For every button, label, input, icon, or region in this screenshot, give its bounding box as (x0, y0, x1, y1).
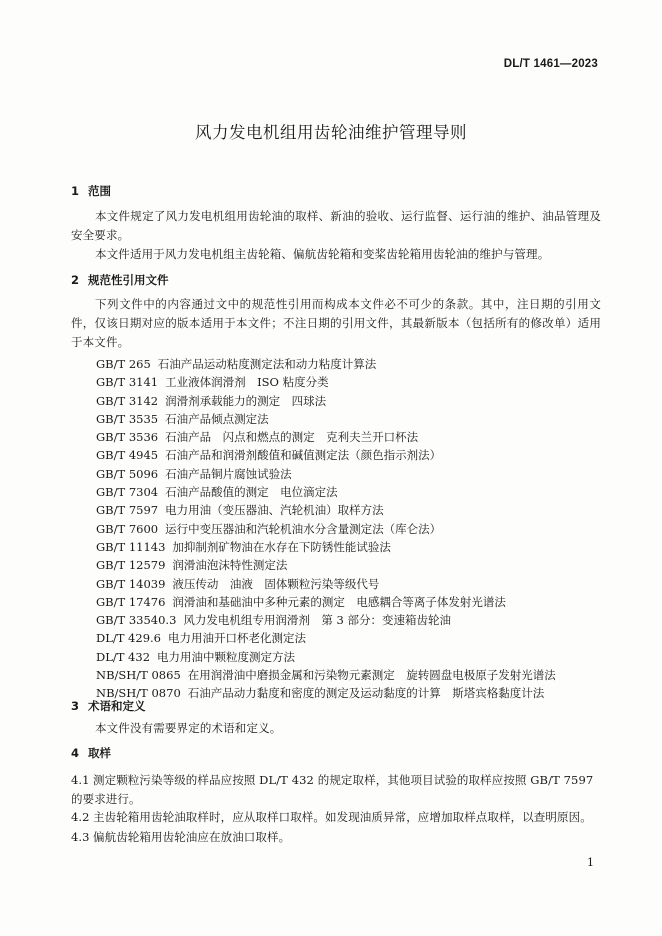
reference-item (96, 593, 556, 611)
reference-code: GB/T 5096 (96, 466, 159, 481)
section-title: 取样 (88, 746, 111, 760)
section-number: 3 (71, 699, 80, 713)
reference-code: GB/T 3142 (96, 393, 159, 408)
reference-title: 石油产品酸值的测定 电位滴定法 (165, 485, 338, 500)
reference-code: GB/T 3535 (96, 411, 159, 426)
reference-title: 运行中变压器油和汽轮机油水分含量测定法（库仑法） (165, 521, 442, 536)
reference-item (96, 428, 556, 446)
reference-code: GB/T 7600 (96, 521, 159, 536)
page-number: 1 (587, 856, 594, 869)
reference-item (96, 392, 556, 410)
reference-code: DL/T 432 (96, 649, 151, 664)
reference-title: 电力用油（变压器油、汽轮机油）取样方法 (165, 503, 384, 518)
reference-item (96, 501, 556, 519)
section-title: 规范性引用文件 (88, 273, 169, 287)
scope-paragraph-2: 本文件适用于风力发电机组主齿轮箱、偏航齿轮箱和变桨齿轮箱用齿轮油的维护与管理。 (95, 247, 550, 261)
reference-title: 石油产品铜片腐蚀试验法 (165, 466, 292, 481)
reference-code: GB/T 4945 (96, 448, 159, 463)
clause-text: 偏航齿轮箱用齿轮油应在放油口取样。 (93, 830, 291, 844)
reference-code: GB/T 7304 (96, 485, 159, 500)
reference-item (96, 575, 556, 593)
reference-item (96, 483, 556, 501)
reference-list (96, 355, 556, 703)
reference-item (96, 520, 556, 538)
clause-4-2 (71, 808, 601, 827)
reference-item (96, 538, 556, 556)
terms-paragraph: 本文件没有需要界定的术语和定义。 (95, 721, 282, 735)
document-code: DL/T 1461—2023 (503, 58, 598, 70)
reference-title: 润滑油泡沫特性测定法 (172, 558, 288, 573)
section-number: 2 (71, 273, 80, 287)
reference-title: 加抑制剂矿物油在水存在下防锈性能试验法 (172, 539, 391, 554)
reference-code: GB/T 3536 (96, 430, 159, 445)
section-heading-terms-and-definitions (71, 698, 146, 714)
reference-item (96, 465, 556, 483)
reference-code: GB/T 12579 (96, 558, 166, 573)
reference-item (96, 666, 556, 684)
reference-title: 风力发电机组专用润滑剂 第 3 部分：变速箱齿轮油 (183, 613, 452, 628)
section-heading-scope (71, 183, 111, 199)
scope-paragraph-1: 本文件规定了风力发电机组用齿轮油的取样、新油的验收、运行监督、运行油的维护、油品管理及安全要求。 (71, 209, 601, 242)
reference-title: 石油产品动力黏度和密度的测定及运动黏度的计算 斯塔宾格黏度计法 (187, 686, 545, 701)
reference-title: 液压传动 油液 固体颗粒污染等级代号 (172, 576, 380, 591)
reference-code: GB/T 17476 (96, 594, 166, 609)
reference-item (96, 410, 556, 428)
reference-code: NB/SH/T 0865 (96, 668, 181, 683)
reference-code: GB/T 3141 (96, 375, 159, 390)
reference-title: 工业液体润滑剂 ISO 粘度分类 (165, 375, 329, 390)
reference-item (96, 446, 556, 464)
clause-text: 主齿轮箱用齿轮油取样时，应从取样口取样。如发现油质异常，应增加取样点取样，以查明原因。 (93, 810, 592, 824)
reference-title: 润滑油和基础油中多种元素的测定 电感耦合等离子体发射光谱法 (172, 594, 506, 609)
section-heading-normative-references (71, 272, 169, 288)
reference-item (96, 355, 556, 373)
section-title: 范围 (88, 184, 111, 198)
reference-title: 在用润滑油中磨损金属和污染物元素测定 旋转圆盘电极原子发射光谱法 (187, 668, 556, 683)
clause-number: 4.2 (71, 810, 90, 824)
clause-4-1 (71, 771, 601, 808)
section-number: 1 (71, 184, 80, 198)
reference-title: 石油产品 闪点和燃点的测定 克利夫兰开口杯法 (165, 430, 419, 445)
reference-code: GB/T 14039 (96, 576, 166, 591)
clause-4-3 (71, 828, 601, 847)
section-heading-sampling (71, 745, 111, 761)
reference-item (96, 648, 556, 666)
reference-item (96, 629, 556, 647)
reference-item (96, 373, 556, 391)
section-title: 术语和定义 (88, 699, 146, 713)
reference-code: GB/T 33540.3 (96, 613, 177, 628)
reference-title: 润滑剂承载能力的测定 四球法 (165, 393, 327, 408)
reference-title: 电力用油中颗粒度测定方法 (157, 649, 296, 664)
reference-item (96, 611, 556, 629)
reference-title: 石油产品倾点测定法 (165, 411, 269, 426)
reference-code: GB/T 11143 (96, 539, 166, 554)
reference-title: 石油产品和润滑剂酸值和碱值测定法（颜色指示剂法） (165, 448, 442, 463)
reference-title: 石油产品运动粘度测定法和动力粘度计算法 (157, 357, 377, 371)
references-intro-paragraph: 下列文件中的内容通过文中的规范性引用而构成本文件必不可少的条款。其中，注日期的引用文件，仅该日期对应的版本适用于本文件；不注日期的引用文件，其最新版本（包括所有的修改单）适用于本文件。 (71, 297, 601, 349)
page-title: 风力发电机组用齿轮油维护管理导则 (195, 123, 467, 142)
reference-item (96, 556, 556, 574)
reference-code: GB/T 265 (96, 357, 151, 371)
reference-code: GB/T 7597 (96, 503, 159, 518)
section-number: 4 (71, 746, 80, 760)
clause-number: 4.1 (71, 773, 90, 787)
reference-code: NB/SH/T 0870 (96, 686, 181, 701)
clause-text: 测定颗粒污染等级的样品应按照 DL/T 432 的规定取样，其他项目试验的取样应按照 GB/T 7597 的要求进行。 (71, 773, 594, 806)
reference-item (96, 684, 556, 702)
clause-number: 4.3 (71, 830, 90, 844)
reference-title: 电力用油开口杯老化测定法 (167, 631, 306, 646)
reference-code: DL/T 429.6 (96, 631, 161, 646)
